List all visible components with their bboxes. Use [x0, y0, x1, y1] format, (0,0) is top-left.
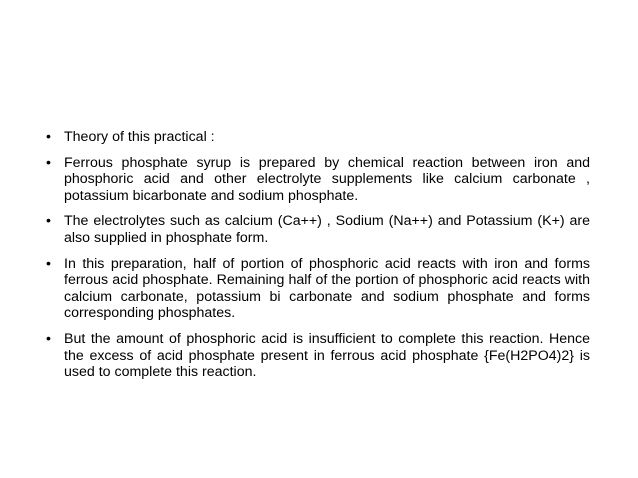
bullet-text: The electrolytes such as calcium (Ca++) , Sodium (Na++) and Potassium (K+) are also supplied in phosphate form. — [64, 213, 590, 246]
bullet-icon: • — [46, 255, 51, 272]
bullet-text: Ferrous phosphate syrup is prepared by chemical reaction between iron and phosphoric acid and other electrolyte supplements like calcium carbonate , potassium bicarbonate and sodium phosphate. — [64, 154, 590, 204]
bullet-text: But the amount of phosphoric acid is insufficient to complete this reaction. Hence the excess of acid phosphate present in ferrous acid phosphate {Fe(H2PO4)2} is used to complete this reaction. — [64, 330, 590, 381]
bullet-text: Theory of this practical : — [64, 129, 215, 145]
bullet-item-electrolytes — [46, 213, 590, 246]
bullet-list — [46, 129, 590, 390]
bullet-item-excess-acid — [46, 331, 590, 381]
bullet-item-reaction-split — [46, 256, 590, 322]
bullet-item-theory — [46, 129, 590, 146]
bullet-text: In this preparation, half of portion of phosphoric acid reacts with iron and forms ferrous acid phosphate. Remaining half of the portion of phosphoric acid reacts with calcium carbonate, potassium bi carbonate and sodium phosphate and forms corresponding phosphates. — [64, 255, 590, 322]
bullet-icon: • — [46, 330, 51, 347]
bullet-icon: • — [46, 154, 51, 171]
bullet-icon: • — [46, 129, 51, 145]
bullet-icon: • — [46, 213, 51, 230]
bullet-item-preparation — [46, 155, 590, 205]
